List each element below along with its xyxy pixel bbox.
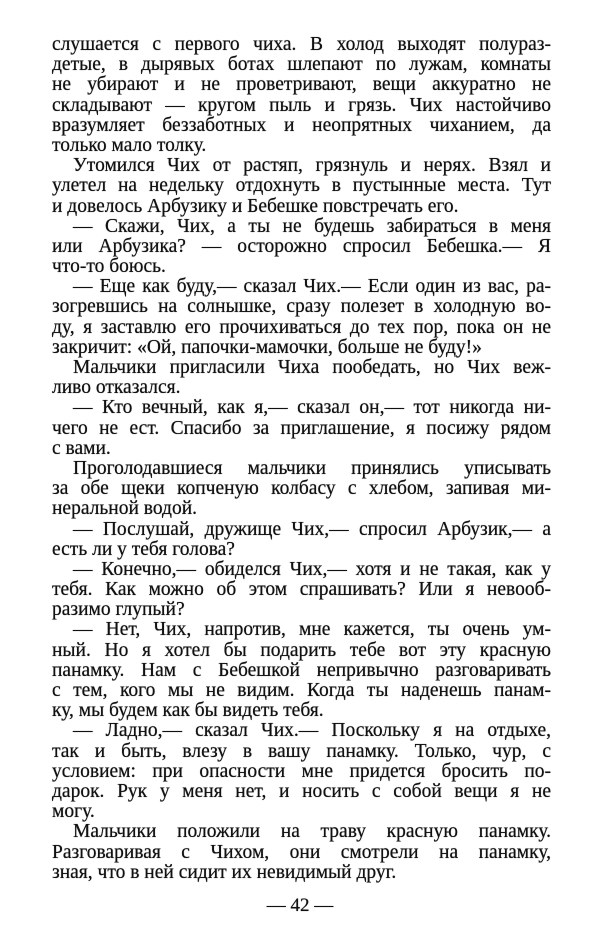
text-line: чего не ест. Спасибо за приглашение, я посижу рядом xyxy=(52,417,551,439)
text-line: ный. Но я хотел бы подарить тебе вот эту красную xyxy=(52,639,551,661)
text-line: Разговаривая с Чихом, они смотрели на панамку, xyxy=(52,841,551,863)
text-line: за обе щеки копченую колбасу с хлебом, запивая ми- xyxy=(52,478,551,500)
text-line: Мальчики пригласили Чиха пообедать, но Чих веж- xyxy=(73,357,551,378)
text-line: детые, в дырявых ботах шлепают по лужам, комнаты xyxy=(52,54,551,76)
text-line: — Ладно,— сказал Чих.— Поскольку я на отдыхе, xyxy=(73,720,551,742)
text-line: ду, я заставлю его прочихиваться до тех пор, пока он не xyxy=(52,316,551,338)
text-line: — Конечно,— обиделся Чих,— хотя и не такая, как у xyxy=(73,558,551,580)
text-line: — Еще как буду,— сказал Чих.— Если один из вас, ра- xyxy=(73,276,551,298)
text-line: или Арбузика? — осторожно спросил Бебешка.— Я xyxy=(52,235,551,257)
text-line: зогревшись на солнышке, сразу полезет в холодную во- xyxy=(52,296,551,318)
text-line: — Скажи, Чих, а ты не будешь забираться в меня xyxy=(73,215,551,237)
text-line: что-то боюсь. xyxy=(52,256,166,278)
text-line: только мало толку. xyxy=(52,134,207,156)
text-line: и довелось Арбузику и Бебешке повстречать его. xyxy=(52,195,459,217)
text-line: ку, мы будем как бы видеть тебя. xyxy=(52,700,324,722)
text-line: Утомился Чих от растяп, грязнуль и нерях. Взял и xyxy=(73,155,551,177)
book-page-text xyxy=(52,35,551,883)
text-line: слушается с первого чиха. В холод выходят полураз- xyxy=(52,34,551,55)
text-line: — Кто вечный, как я,— сказал он,— тот никогда ни- xyxy=(73,397,551,419)
text-line: — Нет, Чих, напротив, мне кажется, ты очень ум- xyxy=(73,619,551,641)
text-line: не убирают и не проветривают, вещи аккуратно не xyxy=(52,74,551,96)
text-line: складывают — кругом пыль и грязь. Чих настойчиво xyxy=(52,94,551,116)
text-line: Проголодавшиеся мальчики принялись уписывать xyxy=(73,457,551,479)
text-line: улетел на недельку отдохнуть в пустынные места. Тут xyxy=(52,175,551,197)
text-line: дарок. Рук у меня нет, и носить с собой вещи я не xyxy=(52,780,551,802)
text-line: с тем, кого мы не видим. Когда ты наденешь панам- xyxy=(52,680,551,701)
text-line: ливо отказался. xyxy=(52,377,181,399)
text-line: так и быть, влезу в вашу панамку. Только, чур, с xyxy=(52,740,551,762)
text-line: панамку. Нам с Бебешкой непривычно разговаривать xyxy=(52,659,551,681)
text-line: условием: при опасности мне придется бросить по- xyxy=(52,760,551,782)
text-line: есть ли у тебя голова? xyxy=(52,538,235,560)
page-number: — 42 — xyxy=(266,895,334,916)
text-line: Мальчики положили на траву красную панамку. xyxy=(73,821,551,843)
text-line: разимо глупый? xyxy=(52,599,185,621)
text-line: закричит: «Ой, папочки-мамочки, больше не буду!» xyxy=(52,336,482,358)
text-line: неральной водой. xyxy=(52,498,198,520)
text-line: могу. xyxy=(52,801,95,823)
text-line: вразумляет беззаботных и неопрятных чиханием, да xyxy=(52,114,551,136)
text-line: тебя. Как можно об этом спрашивать? Или я невооб- xyxy=(52,579,551,601)
text-line: с вами. xyxy=(52,437,111,459)
text-line: зная, что в ней сидит их невидимый друг. xyxy=(52,861,397,883)
text-line: — Послушай, дружище Чих,— спросил Арбузик,— а xyxy=(73,518,551,540)
